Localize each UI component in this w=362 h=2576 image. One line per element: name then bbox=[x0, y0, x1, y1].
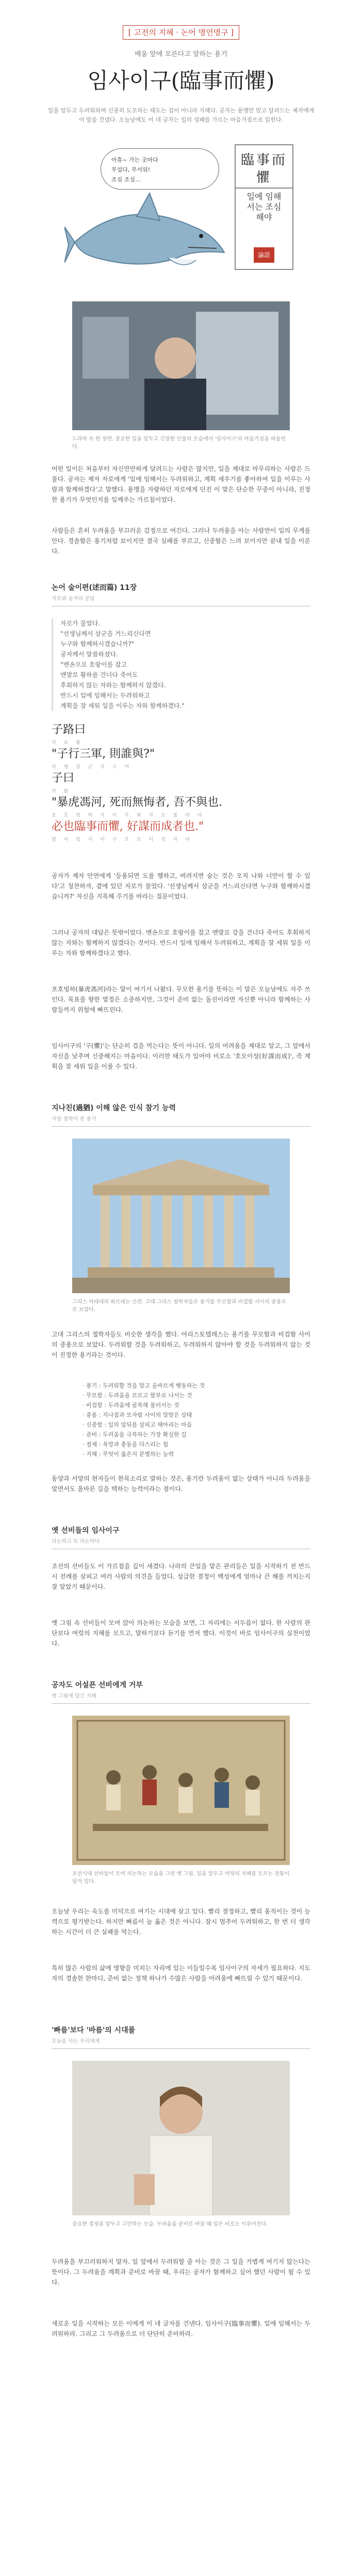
speech-bubble bbox=[101, 148, 219, 190]
body-paragraph: 어떤 일이든 처음부터 자신만만하게 달려드는 사람은 많지만, 일을 제대로 마무리하는 사람은 드물다. 공자는 제자 자로에게 '일에 임해서는 두려워하고, 계획 세우기를 좋아하여 일을 이루는 사람과 함께하겠다'고 말했다. 용맹을 자랑하던 자로에게 던진 이 말은 단순한 꾸중이 아니라, 진정한 용기가 무엇인지를 일깨우는 가르침이었다. bbox=[52, 465, 310, 503]
quote-line: 맨발로 황하를 건너다 죽어도 bbox=[60, 671, 138, 679]
section-title: 논어 술이편(述而篇) 11장 bbox=[52, 584, 137, 592]
section-subtitle: 자로와 공자의 문답 bbox=[52, 596, 95, 602]
body-paragraph: 포호빙하(暴虎馮河)라는 말이 여기서 나왔다. 무모한 용기를 뜻하는 이 말은 오늘날에도 자주 쓰인다. 목표를 향한 열정은 소중하지만, 그것이 준비 없는 돌진이라면 자신뿐 아니라 함께하는 사람들까지 위험에 빠뜨린다. bbox=[52, 986, 310, 1013]
quote-line: 공자께서 말씀하셨다. bbox=[60, 651, 118, 658]
decision-drawing bbox=[72, 2061, 290, 2215]
section-subtitle: 옛 그림에 담긴 지혜 bbox=[52, 1693, 96, 1699]
body-paragraph: 그러나 공자의 대답은 뜻밖이었다. 맨손으로 호랑이를 잡고 맨발로 강을 건너다 죽어도 후회하지 않는 자와는 함께하지 않겠다는 것이다. 반드시 일에 임해서 두려워하고, 계획을 잘 세워 일을 이루는 자와 함께하겠다고 했다. bbox=[52, 929, 310, 957]
body-paragraph: 공자가 제자 안연에게 '등용되면 도를 행하고, 버려지면 숨는 것은 오직 나와 너만이 할 수 있다'고 칭찬하자, 곁에 있던 자로가 물었다. '선생님께서 삼군을 거느리신다면 누구와 함께하시겠습니까?' 자신을 지목해 주기를 바라는 질문이었다. bbox=[52, 872, 310, 900]
body-paragraph: 조선의 선비들도 이 가르침을 깊이 새겼다. 나라의 큰일을 맡은 관리들은 일을 시작하기 전 반드시 전례를 살피고 여러 사람의 의견을 들었다. 성급한 결정이 백성에게 얼마나 큰 해를 끼치는지 잘 알았기 때문이다. bbox=[52, 1563, 310, 1590]
drama-photo bbox=[72, 301, 290, 430]
quote-line: 누구와 함께하시겠습니까?" bbox=[60, 640, 135, 648]
hanja-reading: 자 왈 bbox=[52, 789, 72, 794]
article-subtitle: 배움 앞에 모른다고 말하는 용기 bbox=[135, 50, 227, 58]
section-subtitle: 서양 철학이 본 용기 bbox=[52, 1116, 96, 1122]
photo-caption: 조선시대 선비들이 모여 의논하는 모습을 그린 옛 그림. 일을 앞두고 여럿의 지혜를 모으는 전통이 담겨 있다. bbox=[72, 1871, 290, 1885]
quote-line: 반드시 일에 임해서는 두려워하고 bbox=[60, 692, 150, 699]
painting-photo bbox=[72, 1716, 290, 1865]
seal-side-text: 일에 임해서는 조심해야 bbox=[246, 192, 282, 222]
body-paragraph: 사람들은 흔히 두려움을 부끄러운 감정으로 여긴다. 그러나 두려움을 아는 사람만이 일의 무게를 안다. 경솔함은 용기처럼 보이지만 결국 실패를 부르고, 신중함은 느려 보이지만 끝내 일을 이룬다. bbox=[52, 527, 310, 555]
list-item: · 용기 : 두려워할 것을 알고 올바르게 행동하는 것 bbox=[83, 1382, 205, 1389]
list-item: · 지혜 : 무엇이 옳은지 분별하는 능력 bbox=[83, 1451, 174, 1458]
section-title: 옛 선비들의 임사이구 bbox=[52, 1527, 120, 1535]
quote-line: 후회하지 않는 자와는 함께하지 않겠다. bbox=[60, 682, 166, 689]
list-item: · 중용 : 지나침과 모자람 사이의 알맞은 상태 bbox=[83, 1412, 192, 1418]
parthenon-photo bbox=[72, 1139, 290, 1293]
section-title: 지나친(過猶) 이해 않은 인식 참기 능력 bbox=[52, 1104, 176, 1112]
series-tag-text: [ 고전의 지혜 · 논어 명언명구 ] bbox=[123, 25, 239, 40]
photo-caption: 드라마 속 한 장면. 중요한 일을 앞두고 긴장한 인물의 모습에서 '임사이구'의 마음가짐을 떠올린다. bbox=[72, 436, 286, 450]
bubble-line: 조심 조심… bbox=[111, 176, 141, 183]
parthenon-drawing bbox=[72, 1139, 290, 1293]
virtue-list bbox=[83, 1381, 278, 1459]
section-heading bbox=[52, 1525, 310, 1549]
section-subtitle: 오늘을 사는 우리에게 bbox=[52, 2039, 100, 2044]
body-paragraph: 임사이구의 '구(懼)'는 단순히 겁을 먹는다는 뜻이 아니다. 일의 어려움을 제대로 알고, 그 앞에서 자신을 낮추며 신중해지는 마음이다. 이러한 태도가 있어야 비로소 '호모이성(好謀而成)', 즉 계획을 잘 세워 일을 이룰 수 있다. bbox=[52, 1042, 310, 1070]
body-paragraph: 동양과 서양의 현자들이 한목소리로 말하는 것은, 용기란 두려움이 없는 상태가 아니라 두려움을 알면서도 올바른 길을 택하는 능력이라는 점이다. bbox=[52, 1475, 310, 1493]
section-heading bbox=[52, 582, 310, 606]
article-title: 임사이구(臨事而懼) bbox=[87, 68, 275, 93]
series-tag bbox=[0, 27, 362, 38]
body-paragraph: 새로운 일을 시작하는 모든 이에게 이 네 글자를 건넨다. 임사이구(臨事而懼). 일에 임해서는 두려워하라. 그리고 그 두려움으로 더 단단히 준비하라. bbox=[52, 2320, 310, 2337]
hanja-reading: 필 야 임 사 이 구 호 모 이 성 자 야 bbox=[52, 837, 193, 842]
hanja-reading: 자 로 왈 bbox=[52, 740, 84, 745]
hanja-line: "暴虎馮河, 死而無悔者, 吾不與也. bbox=[52, 796, 223, 809]
shark-illustration bbox=[64, 139, 297, 283]
list-item: · 무모함 : 두려움을 모르고 함부로 나서는 것 bbox=[83, 1392, 192, 1399]
quote-line: 자로가 물었다. bbox=[60, 620, 101, 627]
hanja-reading: 포 호 빙 하 사 이 무 회 자 오 불 여 야 bbox=[52, 813, 205, 818]
quote-line: "맨손으로 호랑이를 잡고 bbox=[60, 661, 127, 668]
body-paragraph: 옛 그림 속 선비들이 모여 앉아 의논하는 모습을 보면, 그 자리에는 서두름이 없다. 한 사람의 판단보다 여럿의 지혜를 모으고, 말하기보다 듣기를 먼저 했다. 이것이 바로 임사이구의 실천이었다. bbox=[52, 1619, 310, 1647]
section-heading bbox=[52, 2025, 310, 2049]
section-heading bbox=[52, 1680, 310, 1704]
bubble-line: 아휴~ 가는 곳마다 bbox=[111, 157, 158, 163]
section-heading bbox=[52, 1103, 310, 1127]
section-title: '빠름'보다 '바름'의 시대를 bbox=[52, 2026, 136, 2035]
hanja-line: 子曰 bbox=[52, 772, 75, 785]
list-item: · 비겁함 : 두려움에 굴복해 물러서는 것 bbox=[83, 1402, 179, 1409]
article-lead: 일을 앞두고 두려워하며 신중히 도모하는 태도는 겁이 아니라 지혜다. 공자는 용맹만 믿고 달려드는 제자에게 이 말을 건넸다. 오늘날에도 이 네 글자는 일의 성패를 가르는 마음가짐으로 읽힌다. bbox=[47, 107, 315, 123]
list-item: · 절제 : 욕망과 충동을 다스리는 힘 bbox=[83, 1441, 169, 1448]
drama-photo-scene bbox=[72, 301, 290, 430]
decision-photo bbox=[72, 2061, 290, 2215]
body-paragraph: 두려움을 부끄러워하지 말자. 일 앞에서 두려워할 줄 아는 것은 그 일을 가볍게 여기지 않는다는 뜻이다. 그 두려움을 계획과 준비로 바꿀 때, 우리는 공자가 함께하고 싶어 했던 사람이 될 수 있다. bbox=[52, 2258, 310, 2286]
section-title: 공자도 어설픈 선비에게 거부 bbox=[52, 1681, 143, 1689]
bubble-line: 무섭다, 무서워! bbox=[111, 166, 151, 173]
list-item: · 준비 : 두려움을 극복하는 가장 확실한 길 bbox=[83, 1431, 187, 1438]
hanja-line-highlight: 必也臨事而懼, 好謀而成者也." bbox=[52, 820, 204, 833]
photo-caption: 그리스 아테네의 파르테논 신전. 고대 그리스 철학자들은 용기를 무모함과 비겁함 사이의 중용으로 보았다. bbox=[72, 1299, 286, 1313]
body-paragraph: 고대 그리스의 철학자들도 비슷한 생각을 했다. 아리스토텔레스는 용기를 무모함과 비겁함 사이의 중용으로 보았다. 두려워할 것을 두려워하고, 두려워하지 않아야 할 것을 두려워하지 않는 것이 진정한 용기라는 것이다. bbox=[52, 1331, 310, 1359]
hanja-reading: 자 행 삼 군 즉 수 여 bbox=[52, 765, 133, 770]
quote-korean bbox=[52, 618, 310, 711]
list-item: · 신중함 : 일의 앞뒤를 살피고 헤아리는 마음 bbox=[83, 1421, 192, 1428]
body-paragraph: 오늘날 우리는 속도를 미덕으로 여기는 시대에 살고 있다. 빨리 결정하고, 빨리 움직이는 것이 능력으로 평가받는다. 하지만 빠름이 늘 옳은 것은 아니다. 잠시 멈추어 두려워하고, 한 번 더 생각하는 시간이 더 큰 실패를 막는다. bbox=[52, 1908, 310, 1936]
body-paragraph: 특히 많은 사람의 삶에 영향을 미치는 자리에 있는 이들일수록 임사이구의 자세가 필요하다. 지도자의 경솔한 한마디, 준비 없는 정책 하나가 수많은 사람을 어려움에 빠뜨릴 수 있기 때문이다. bbox=[52, 1964, 310, 1982]
seal-box bbox=[235, 144, 293, 270]
quote-hanja bbox=[52, 721, 310, 842]
seal-title: 臨事而懼 bbox=[236, 145, 292, 189]
hanja-line: 子路曰 bbox=[52, 723, 86, 736]
quote-line: "선생님께서 삼군을 거느리신다면 bbox=[60, 630, 151, 637]
hanja-line: "子行三軍, 則誰與?" bbox=[52, 748, 155, 760]
quote-line: 계획을 잘 세워 일을 이루는 자와 함께하겠다." bbox=[60, 702, 185, 709]
red-seal-stamp: 論語 bbox=[254, 247, 274, 263]
section-subtitle: 의논하고 또 의논하다 bbox=[52, 1539, 100, 1545]
painting-drawing bbox=[72, 1716, 290, 1865]
photo-caption: 중요한 결정을 앞두고 고민하는 모습. 두려움을 준비로 바꿀 때 일은 비로소 이루어진다. bbox=[72, 2222, 268, 2227]
